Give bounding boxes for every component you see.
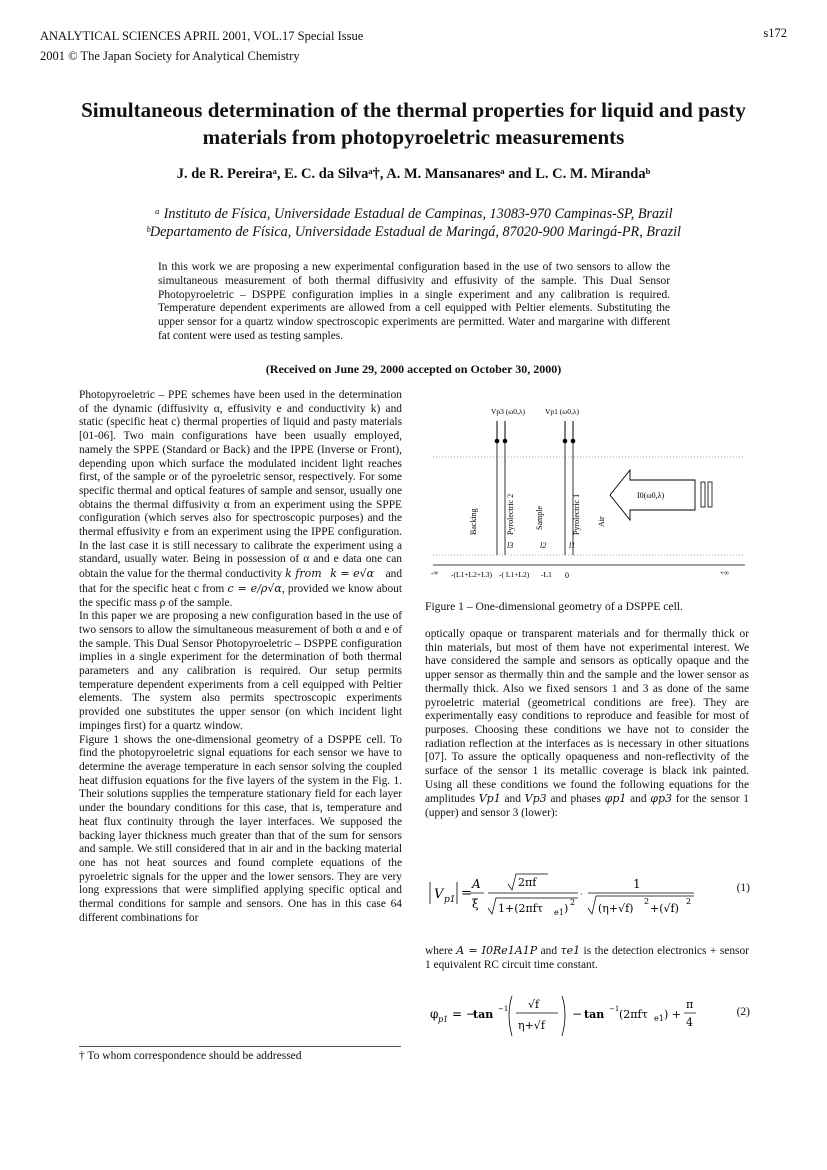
vp1-symbol: Vp1 <box>478 792 501 806</box>
svg-text:ξ: ξ <box>472 897 479 911</box>
tau-description: is the detection electronics + <box>583 945 717 957</box>
equation-2 <box>428 992 750 1046</box>
intro-text-3: , provided we know about the specific mass ρ of the sample. <box>79 582 402 609</box>
sensors-text: sensor 1 (upper) and sensor 3 (lower): <box>425 793 749 820</box>
vp3-symbol: Vp3 <box>524 792 547 806</box>
footnote: † To whom correspondence should be addressed <box>79 1050 302 1062</box>
equation-1-number: (1) <box>736 882 750 894</box>
received-dates: (Received on June 29, 2000 accepted on October 30, 2000) <box>265 362 562 376</box>
right-column <box>425 628 749 821</box>
thickness-l3: l3 <box>507 541 514 550</box>
axis-zero: 0 <box>565 571 569 580</box>
axis-l1l2: -( L1+L2) <box>499 570 530 579</box>
axis-minus-infinity: -∞ <box>431 569 439 577</box>
intro-paragraph <box>79 389 402 610</box>
svg-text:−1: −1 <box>609 1005 620 1013</box>
where-text: where <box>425 945 453 957</box>
intro-text: Photopyroeletric – PPE schemes have been used in the determination of the dynamic (diffusivity α, effusivity e and conductivity k) and static (specific heat c) thermal properties of liquid and pasty materials [01-06]. Two main configurations have been usually employed, namely the SPPE (Standard or Back) and the IPPE (Inverse or Front), depending upon which surface the modulated incident light reaches first, of the sample or of the pyroeletric sensor, respectively. For some specific thermal and optical features of sample and sensor, usually one obtains the thermal diffusivity α from an experiment using the SPPE configuration (which serves also for spectroscopic purposes) and the thermal effusivity e from an experiment using the IPPE configuration. In the last case it is still necessary to calibrate the experiment using a standard, usually water. Being in possession of α and e data one can obtain the value for the thermal conductivity <box>79 389 402 581</box>
axis-plus-infinity: +∞ <box>720 569 729 577</box>
light-intensity-label: I0(ω0,λ) <box>637 491 665 500</box>
svg-text:−: − <box>572 1007 583 1021</box>
vp1-label: Vp1 (ω0,λ) <box>545 407 579 416</box>
svg-text:π: π <box>686 998 694 1011</box>
equation-2-number: (2) <box>736 1006 750 1018</box>
svg-text:√f: √f <box>528 998 540 1011</box>
thickness-l2: l2 <box>540 541 547 550</box>
svg-text:) +: ) + <box>664 1008 682 1021</box>
tau-symbol: τe1 <box>560 944 581 957</box>
svg-text:(η+√f): (η+√f) <box>598 902 634 915</box>
phases-text: and phases <box>550 793 601 806</box>
running-header <box>40 26 363 66</box>
vp3-label: Vp3 (ω0,λ) <box>491 407 525 416</box>
equation-2-graphic <box>428 992 728 1046</box>
svg-text:φ: φ <box>430 1007 439 1021</box>
svg-text:1+(2πfτ: 1+(2πfτ <box>498 902 543 915</box>
specific-heat-formula: c = e/ρ√α <box>227 581 282 595</box>
dsppe-geometry-figure <box>425 395 749 595</box>
axis-l1l2l3: -(L1+L2+L3) <box>451 570 492 579</box>
tau-description-2: sensor 1 equivalent RC circuit time constant. <box>425 945 749 971</box>
conditions-paragraph: optically opaque or transparent materials and for thermally thick or thin materials, but most of them have not experimental interest. We have considered the sample and sensors as optically opaque and the upper sensor as thermally thin and the sample and the lower sensor as thermally thick. Also we fixed sensors 1 and 3 as done of the same pyroeletric material (geometrical conditions are free). They are experimentally easy conditions to reproduce and feasible for most of purposes. Choosing these conditions we have not to consider the radiation reflection at the interfaces as is necessary in other situations [07]. To assure the optically opaqueness and non-reflectivity of the surface of the sensor 1 its metallic coverage is black ink painted. Using all these conditions we found the following equations for the amplitudes <box>425 628 749 806</box>
layer-backing: Backing <box>469 508 478 535</box>
svg-text:−1: −1 <box>498 1005 509 1013</box>
layer-sample: Sample <box>535 506 544 530</box>
svg-text:·: · <box>580 890 583 899</box>
and-text-2: and <box>630 793 647 806</box>
conductivity-formula: k = e√α <box>330 567 375 581</box>
abstract: In this work we are proposing a new experimental configuration based in the use of two sensors to allow the simultaneous measurement of both thermal diffusivity and effusivity of the sample. This Dual Sensor Photopyroeletric – DSPPE configuration implies in a single experiment and any calibration is required. Temperature dependent experiments are allowed from a cell equipped with Peltier elements. Substituting the upper sensor for a quartz window spectroscopic experiments are permitted. Water and margarine with different fat content were used as testing samples. <box>158 261 670 342</box>
intro-text-2: and that for the specific heat c from <box>79 568 403 595</box>
svg-text:p1: p1 <box>444 895 456 905</box>
tau-definition <box>425 944 749 972</box>
paragraph-2: In this paper we are proposing a new configuration based in the use of two sensors to allow the simultaneous measurement of both α and e of the sample. This Dual Sensor Photopyroeletric – DSPPE configuration implies in a single experiment for the determination of both thermal parameters and any calibration is required. Our setup permits temperature dependent experiments from a cell equipped with Peltier elements. The system also permits spectroscopic experiments provided one substitutes the upper sensor (on which incident light impinges first) for a quartz window. <box>79 610 402 732</box>
svg-text:2: 2 <box>644 897 650 906</box>
svg-text:4: 4 <box>686 1016 693 1029</box>
and-text-3: and <box>540 945 558 957</box>
svg-text:= −: = − <box>452 1007 476 1021</box>
svg-text:V: V <box>434 887 444 902</box>
equation-1 <box>428 872 750 928</box>
svg-text:2πf: 2πf <box>518 876 537 889</box>
svg-text:(2πfτ: (2πfτ <box>619 1008 648 1021</box>
journal-line: ANALYTICAL SCIENCES APRIL 2001, VOL.17 Special Issue <box>40 29 364 43</box>
figure-caption: Figure 1 – One-dimensional geometry of a DSPPE cell. <box>425 600 683 613</box>
svg-text:2: 2 <box>570 898 576 907</box>
paragraph-3: Figure 1 shows the one-dimensional geometry of a DSPPE cell. To find the photopyroeletric signal equations for each sensor we have to determine the average temperature in each sensor solving the coupled heat diffusion equations for the five layers of the system in the Fig. 1. Their solutions supplies the temperature stationary field for each layer under the boundary conditions for this case, that is, temperature and heat flux continuity through the layer interfaces. We supposed the backing layer thickness much greater than that of the sum for sensors and sample. We still considered that in air and in the backing material one has not heat sources and found complete equations of the pyroeletric signals for the upper and the lower sensors. They are very long expressions that were simplified applying specific optical and thermal conditions for sample and sensors. One has in this case 64 different combinations for <box>79 733 402 924</box>
layer-air: Air <box>597 516 606 527</box>
layer-pyroelectric-1: Pyrolectric 1 <box>572 493 581 535</box>
for-the-text: for the <box>675 793 707 806</box>
affiliation-b: ᵇDepartamento de Física, Universidade Estadual de Maringá, 87020-900 Maringá-PR, Brazil <box>146 224 681 240</box>
svg-text:+(√f): +(√f) <box>650 902 679 915</box>
svg-text:2: 2 <box>686 897 692 906</box>
svg-text:η+√f: η+√f <box>518 1019 545 1032</box>
svg-text:A: A <box>472 877 481 891</box>
svg-text:tan: tan <box>584 1008 605 1021</box>
affiliation-a: ᵃ Instituto de Física, Universidade Estadual de Campinas, 13083-970 Campinas-SP, Brazil <box>154 206 673 222</box>
layer-pyroelectric-2: Pyrolectric 2 <box>506 493 515 535</box>
paper-title: Simultaneous determination of the thermal properties for liquid and pasty materials from photopyroeletric measurements <box>81 98 746 149</box>
svg-text:1: 1 <box>633 877 641 891</box>
affiliations <box>60 205 767 241</box>
thickness-l1: l1 <box>569 541 576 550</box>
svg-text:tan: tan <box>473 1008 494 1021</box>
equation-1-graphic <box>428 872 728 928</box>
left-column <box>79 389 402 925</box>
page-number: s172 <box>763 26 787 40</box>
axis-l1: -L1 <box>541 570 552 579</box>
copyright-line: 2001 © The Japan Society for Analytical Chemistry <box>40 49 300 63</box>
svg-text:e1: e1 <box>554 908 564 917</box>
phi1-symbol: φp1 <box>604 792 627 806</box>
authors: J. de R. Pereiraᵃ, E. C. da Silvaᵃ†, A. M. Mansanaresᵃ and L. C. M. Mirandaᵇ <box>176 166 651 182</box>
a-definition: A = I0Re1A1P <box>456 944 538 957</box>
and-text: and <box>504 793 521 806</box>
k-symbol: k from <box>285 567 322 581</box>
footnote-divider <box>79 1046 401 1047</box>
svg-text:e1: e1 <box>654 1014 664 1023</box>
svg-text:): ) <box>564 902 569 915</box>
phi3-symbol: φp3 <box>650 792 673 806</box>
svg-text:=: = <box>461 886 472 901</box>
svg-text:p1: p1 <box>438 1015 449 1024</box>
